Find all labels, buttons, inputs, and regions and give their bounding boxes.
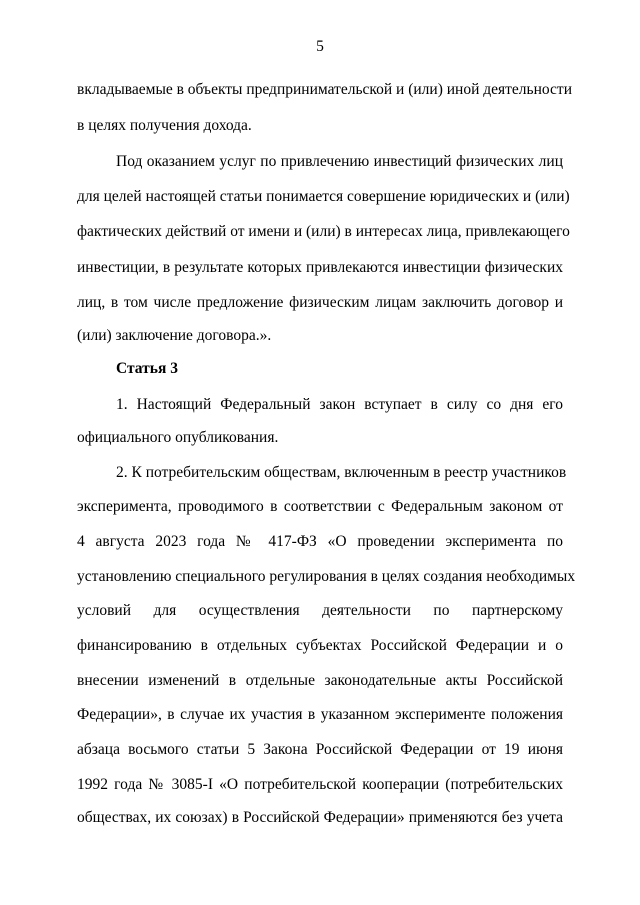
paragraph-first-line: 2. К потребительским обществам, включенным в реестр участников <box>116 464 567 481</box>
text-line: установлению специального регулирования в целях создания необходимых <box>77 568 576 585</box>
text-line: абзаца восьмого статьи 5 Закона Российской Федерации от 19 июня <box>77 741 563 758</box>
text-line: условий для осуществления деятельности по партнерскому <box>77 602 563 619</box>
page-number: 5 <box>316 38 324 55</box>
text-line: фактических действий от имени и (или) в интересах лица, привлекающего <box>77 223 570 240</box>
text-line: обществах, их союзах) в Российской Федерации» применяются без учета <box>77 809 563 826</box>
text-line: эксперимента, проводимого в соответствии с Федеральным законом от <box>77 498 563 515</box>
text-line: 1992 года № 3085-I «О потребительской кооперации (потребительских <box>77 776 563 793</box>
text-line: инвестиции, в результате которых привлекаются инвестиции физических <box>77 259 563 276</box>
text-line: внесении изменений в отдельные законодательные акты Российской <box>77 672 563 689</box>
text-line: Федерации», в случае их участия в указанном эксперименте положения <box>77 706 563 723</box>
text-line: лиц, в том числе предложение физическим лицам заключить договор и <box>77 294 563 311</box>
paragraph-first-line: Под оказанием услуг по привлечению инвестиций физических лиц <box>116 153 563 170</box>
text-line: финансированию в отдельных субъектах Российской Федерации и о <box>77 637 563 654</box>
text-line: для целей настоящей статьи понимается совершение юридических и (или) <box>77 188 570 205</box>
text-line: 4 августа 2023 года № 417-ФЗ «О проведении эксперимента по <box>77 533 563 550</box>
article-heading: Статья 3 <box>116 360 178 377</box>
text-line: (или) заключение договора.». <box>77 327 272 344</box>
text-line: вкладываемые в объекты предпринимательской и (или) иной деятельности <box>77 81 572 98</box>
text-line: официального опубликования. <box>77 429 279 446</box>
text-line: в целях получения дохода. <box>77 117 252 134</box>
paragraph-first-line: 1. Настоящий Федеральный закон вступает в силу со дня его <box>116 396 563 413</box>
